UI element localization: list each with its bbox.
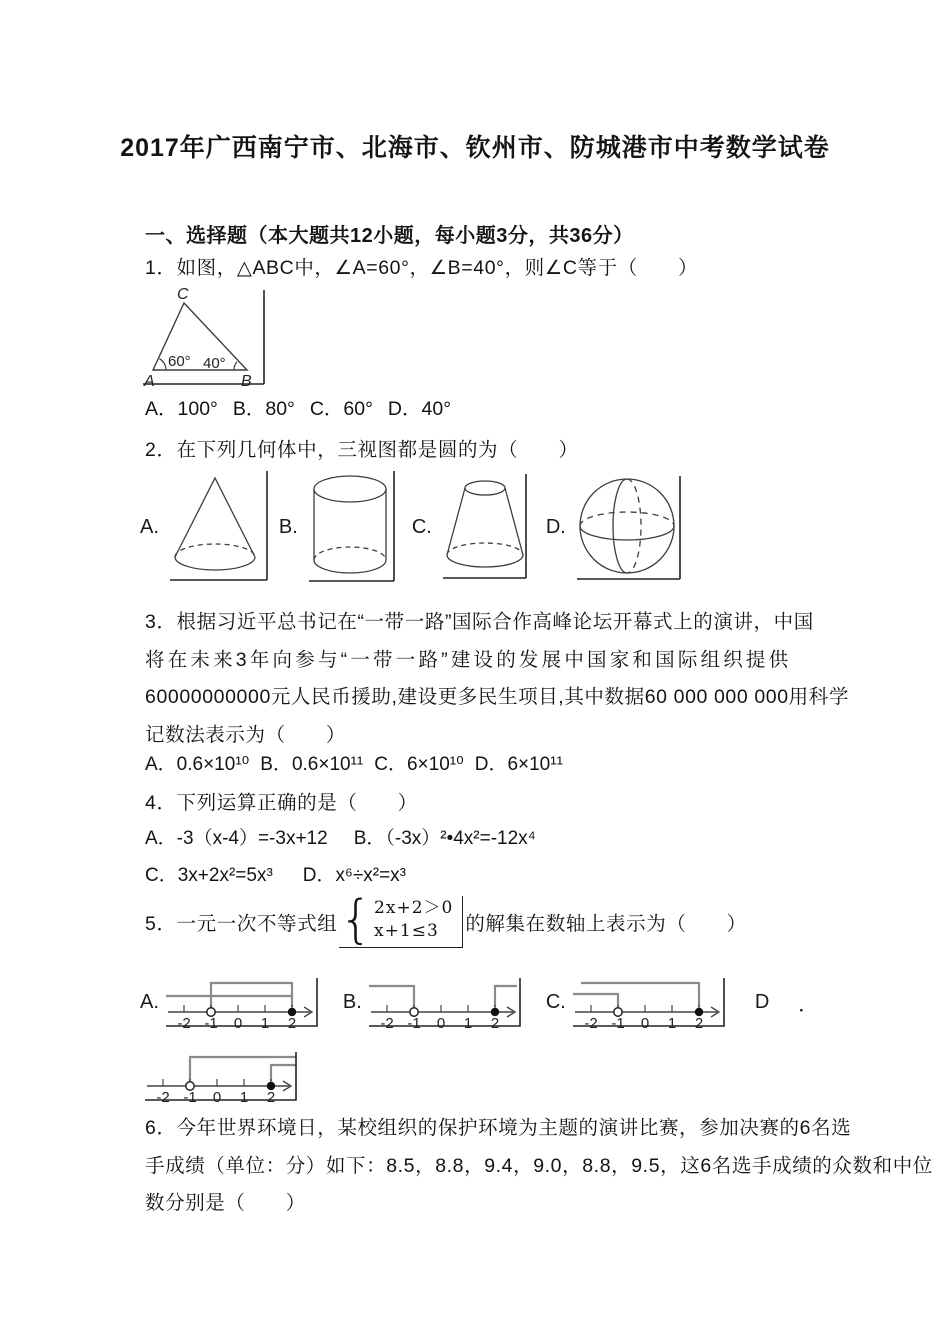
section-heading: 一、选择题（本大题共12小题，每小题3分，共36分） (145, 225, 634, 247)
tick-label: -2 (380, 1015, 394, 1031)
tick-label: 1 (463, 1015, 472, 1031)
q1-option-c: C．60° (309, 398, 373, 420)
q2-option-d-label: D. (545, 516, 566, 538)
sphere-figure (575, 471, 683, 584)
q2-option-c-label: C. (411, 516, 432, 538)
tick-label: 0 (640, 1015, 649, 1031)
q3-line-3: 60000000000元人民币援助,建设更多民生项目,其中数据60 000 000 000用科学 (145, 686, 849, 708)
triangle-vertex-a-label: A (144, 373, 155, 390)
question-5-options-row2 (145, 1047, 300, 1110)
tick-label: 2 (490, 1015, 499, 1031)
tick-label: -2 (156, 1089, 170, 1105)
number-line-b (369, 973, 524, 1031)
q5-text-before: 5．一元一次不等式组 (145, 912, 338, 935)
question-5-options-row1 (140, 973, 818, 1031)
q1-option-a: A．100° (145, 398, 218, 420)
triangle-angle-b-label: 40° (203, 355, 226, 372)
q6-line-2: 手成绩（单位：分）如下：8.5，8.8，9.4，9.0，8.8，9.5，这6名选手成绩的众数和中位 (145, 1154, 933, 1177)
q5-option-d-period: ． (798, 993, 819, 1016)
question-5-text (145, 890, 747, 950)
q2-option-b-label: B. (278, 516, 298, 538)
q3-option-b: B．0.6×10¹¹ (260, 754, 364, 775)
question-6-text (145, 1110, 933, 1223)
q1-option-b: B．80° (232, 398, 295, 420)
triangle-vertex-b-label: B (241, 373, 252, 390)
tick-label: -1 (611, 1015, 625, 1031)
question-4-options-row2 (145, 860, 406, 887)
inequality-2: x+1≤3 (374, 921, 439, 942)
tick-label: 2 (287, 1015, 297, 1031)
q6-line-1: 6．今年世界环境日，某校组织的保护环境为主题的演讲比赛，参加决赛的6名选 (145, 1117, 852, 1139)
tick-label: 1 (260, 1015, 270, 1031)
inequality-system-figure (339, 890, 463, 950)
number-line-a (166, 973, 321, 1031)
question-4-text: 4．下列运算正确的是（ ） (145, 792, 418, 814)
tick-label: -1 (183, 1089, 197, 1105)
q3-line-4: 记数法表示为（ ） (145, 723, 347, 746)
page-title: 2017年广西南宁市、北海市、钦州市、防城港市中考数学试卷 (120, 134, 830, 162)
tick-label: -1 (204, 1015, 218, 1031)
tick-label: -2 (177, 1015, 191, 1031)
question-1-text: 1．如图，△ABC中，∠A=60°，∠B=40°，则∠C等于（ ） (145, 257, 699, 279)
triangle-angle-a-label: 60° (168, 353, 191, 370)
question-2-text: 2．在下列几何体中，三视图都是圆的为（ ） (145, 439, 579, 461)
q3-line-2: 将在未来3年向参与“一带一路”建设的发展中国家和国际组织提供 (145, 648, 792, 671)
q5-option-c-label: C. (545, 990, 566, 1013)
q3-line-1: 3．根据习近平总书记在“一带一路”国际合作高峰论坛开幕式上的演讲，中国 (145, 611, 814, 633)
q5-text-after: 的解集在数轴上表示为（ ） (465, 912, 747, 935)
question-2-figures (140, 468, 683, 587)
tick-label: 1 (239, 1089, 249, 1105)
q4-option-d: D．x⁶÷x²=x³ (302, 865, 407, 886)
q3-option-a: A．0.6×10¹⁰ (145, 754, 250, 775)
number-line-d (145, 1047, 300, 1105)
question-1-options (145, 393, 451, 421)
question-4-options-row1 (145, 823, 536, 850)
tick-label: 1 (667, 1015, 676, 1031)
q5-option-a-label: A. (140, 990, 159, 1013)
q6-line-3: 数分别是（ ） (145, 1192, 306, 1214)
question-3-options (145, 749, 563, 776)
cylinder-figure (307, 468, 397, 587)
tick-label: 0 (436, 1015, 445, 1031)
inequality-1: 2x+2＞0 (374, 898, 454, 919)
q3-option-c: C．6×10¹⁰ (374, 754, 464, 775)
brace-glyph: { (339, 890, 374, 950)
tick-label: -2 (584, 1015, 598, 1031)
triangle-figure (143, 286, 267, 395)
q1-option-d: D．40° (387, 398, 451, 420)
tick-label: -1 (407, 1015, 421, 1031)
q4-option-b: B．（-3x）²•4x²=-12x⁴ (353, 828, 536, 849)
q2-option-a-label: A. (140, 516, 159, 538)
tick-label: 0 (212, 1089, 222, 1105)
q5-option-d-label: D (754, 990, 770, 1013)
cone-figure (168, 468, 270, 587)
tick-label: 2 (694, 1015, 703, 1031)
tick-label: 0 (233, 1015, 243, 1031)
frustum-figure (441, 471, 529, 584)
triangle-vertex-c-label: C (177, 286, 189, 303)
tick-label: 2 (266, 1089, 276, 1105)
q5-option-b-label: B. (342, 990, 362, 1013)
q4-option-c: C．3x+2x²=5x³ (145, 865, 273, 886)
question-3-text (145, 604, 849, 754)
q3-option-d: D．6×10¹¹ (474, 754, 563, 775)
q4-option-a: A．-3（x-4）=-3x+12 (145, 828, 328, 849)
number-line-c (573, 973, 728, 1031)
